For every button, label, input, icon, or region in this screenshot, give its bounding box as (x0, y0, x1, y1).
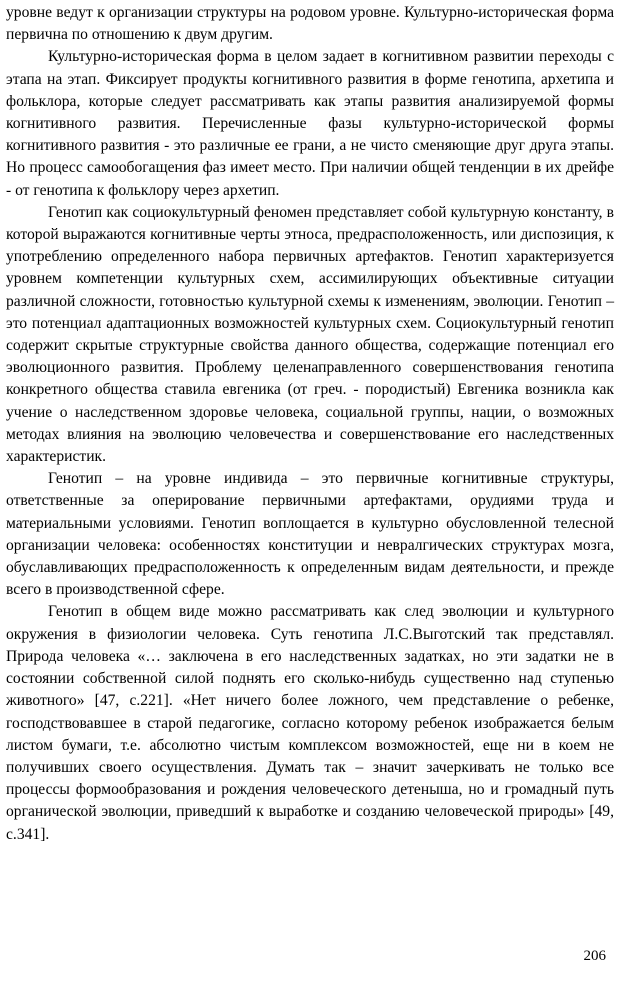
paragraph-genotype-individual: Генотип – на уровне индивида – это первичные когнитивные структуры, ответственные за оперирование первичными артефактами, орудиями труда и материальными условиями. Генотип воплощается в культурно обусловленной телесной организации человека: особенностях конституции и невралгических структурах мозга, обуславливающих предрасположенность к определенным видам деятельности, и прежде всего в производственной сфере. (6, 470, 614, 599)
page-number: 206 (583, 948, 606, 964)
paragraph-continuation: уровне ведут к организации структуры на родовом уровне. Культурно-историческая форма первична по отношению к двум другим. (6, 4, 614, 44)
paragraph-genotype-vygotsky: Генотип в общем виде можно рассматривать как след эволюции и культурного окружения в физиологии человека. Суть генотипа Л.С.Выготский так представлял. Природа человека «… заключена в его наследственных задатках, но эти задатки не в состоянии собственной силой поднять его сколько-нибудь существенно над ступенью животного» [47, с.221]. «Нет ничего более ложного, чем представление о ребенке, господствовавшее в старой педагогике, согласно которому ребенок изображается белым листом бумаги, т.е. абсолютно чистым комплексом возможностей, еще ни в коем не получивших своего осуществления. Думать так – значит зачеркивать не только все процессы формообразования и рождения человеческого детеныша, но и громадный путь органической эволюции, приведший к выработке и созданию человеческой природы» [49, с.341]. (6, 603, 614, 843)
paragraph-genotype-sociocultural: Генотип как социокультурный феномен представляет собой культурную константу, в которой выражаются когнитивные черты этноса, предрасположенность, или диспозиция, к употреблению определенного набора первичных артефактов. Генотип характеризуется уровнем компетенции культурных схем, ассимилирующих объективные ситуации различной сложности, готовностью культурной схемы к изменениям, эволюции. Генотип – это потенциал адаптационных возможностей культурных схем. Социокультурный генотип содержит скрытые структурные свойства данного общества, содержащие потенциал его эволюционного развития. Проблему целенаправленного совершенствования генотипа конкретного общества ставила евгеника (от греч. - породистый) Евгеника возникла как учение о наследственном здоровье человека, социальной группы, нации, о возможных методах влияния на эволюцию человечества и совершенствование его наследственных характеристик. (6, 203, 614, 466)
paragraph-cultural-historical-form: Культурно-историческая форма в целом задает в когнитивном развитии переходы с этапа на этап. Фиксирует продукты когнитивного развития в форме генотипа, архетипа и фольклора, которые следует рассматривать как этапы развития анализируемой формы когнитивного развития. Перечисленные фазы культурно-исторической формы когнитивного развития - это различные ее грани, а не чисто сменяющие друг друга этапы. Но процесс самообогащения фаз имеет место. При наличии общей тенденции в их дрейфе - от генотипа к фольклору через архетип. (6, 48, 614, 199)
